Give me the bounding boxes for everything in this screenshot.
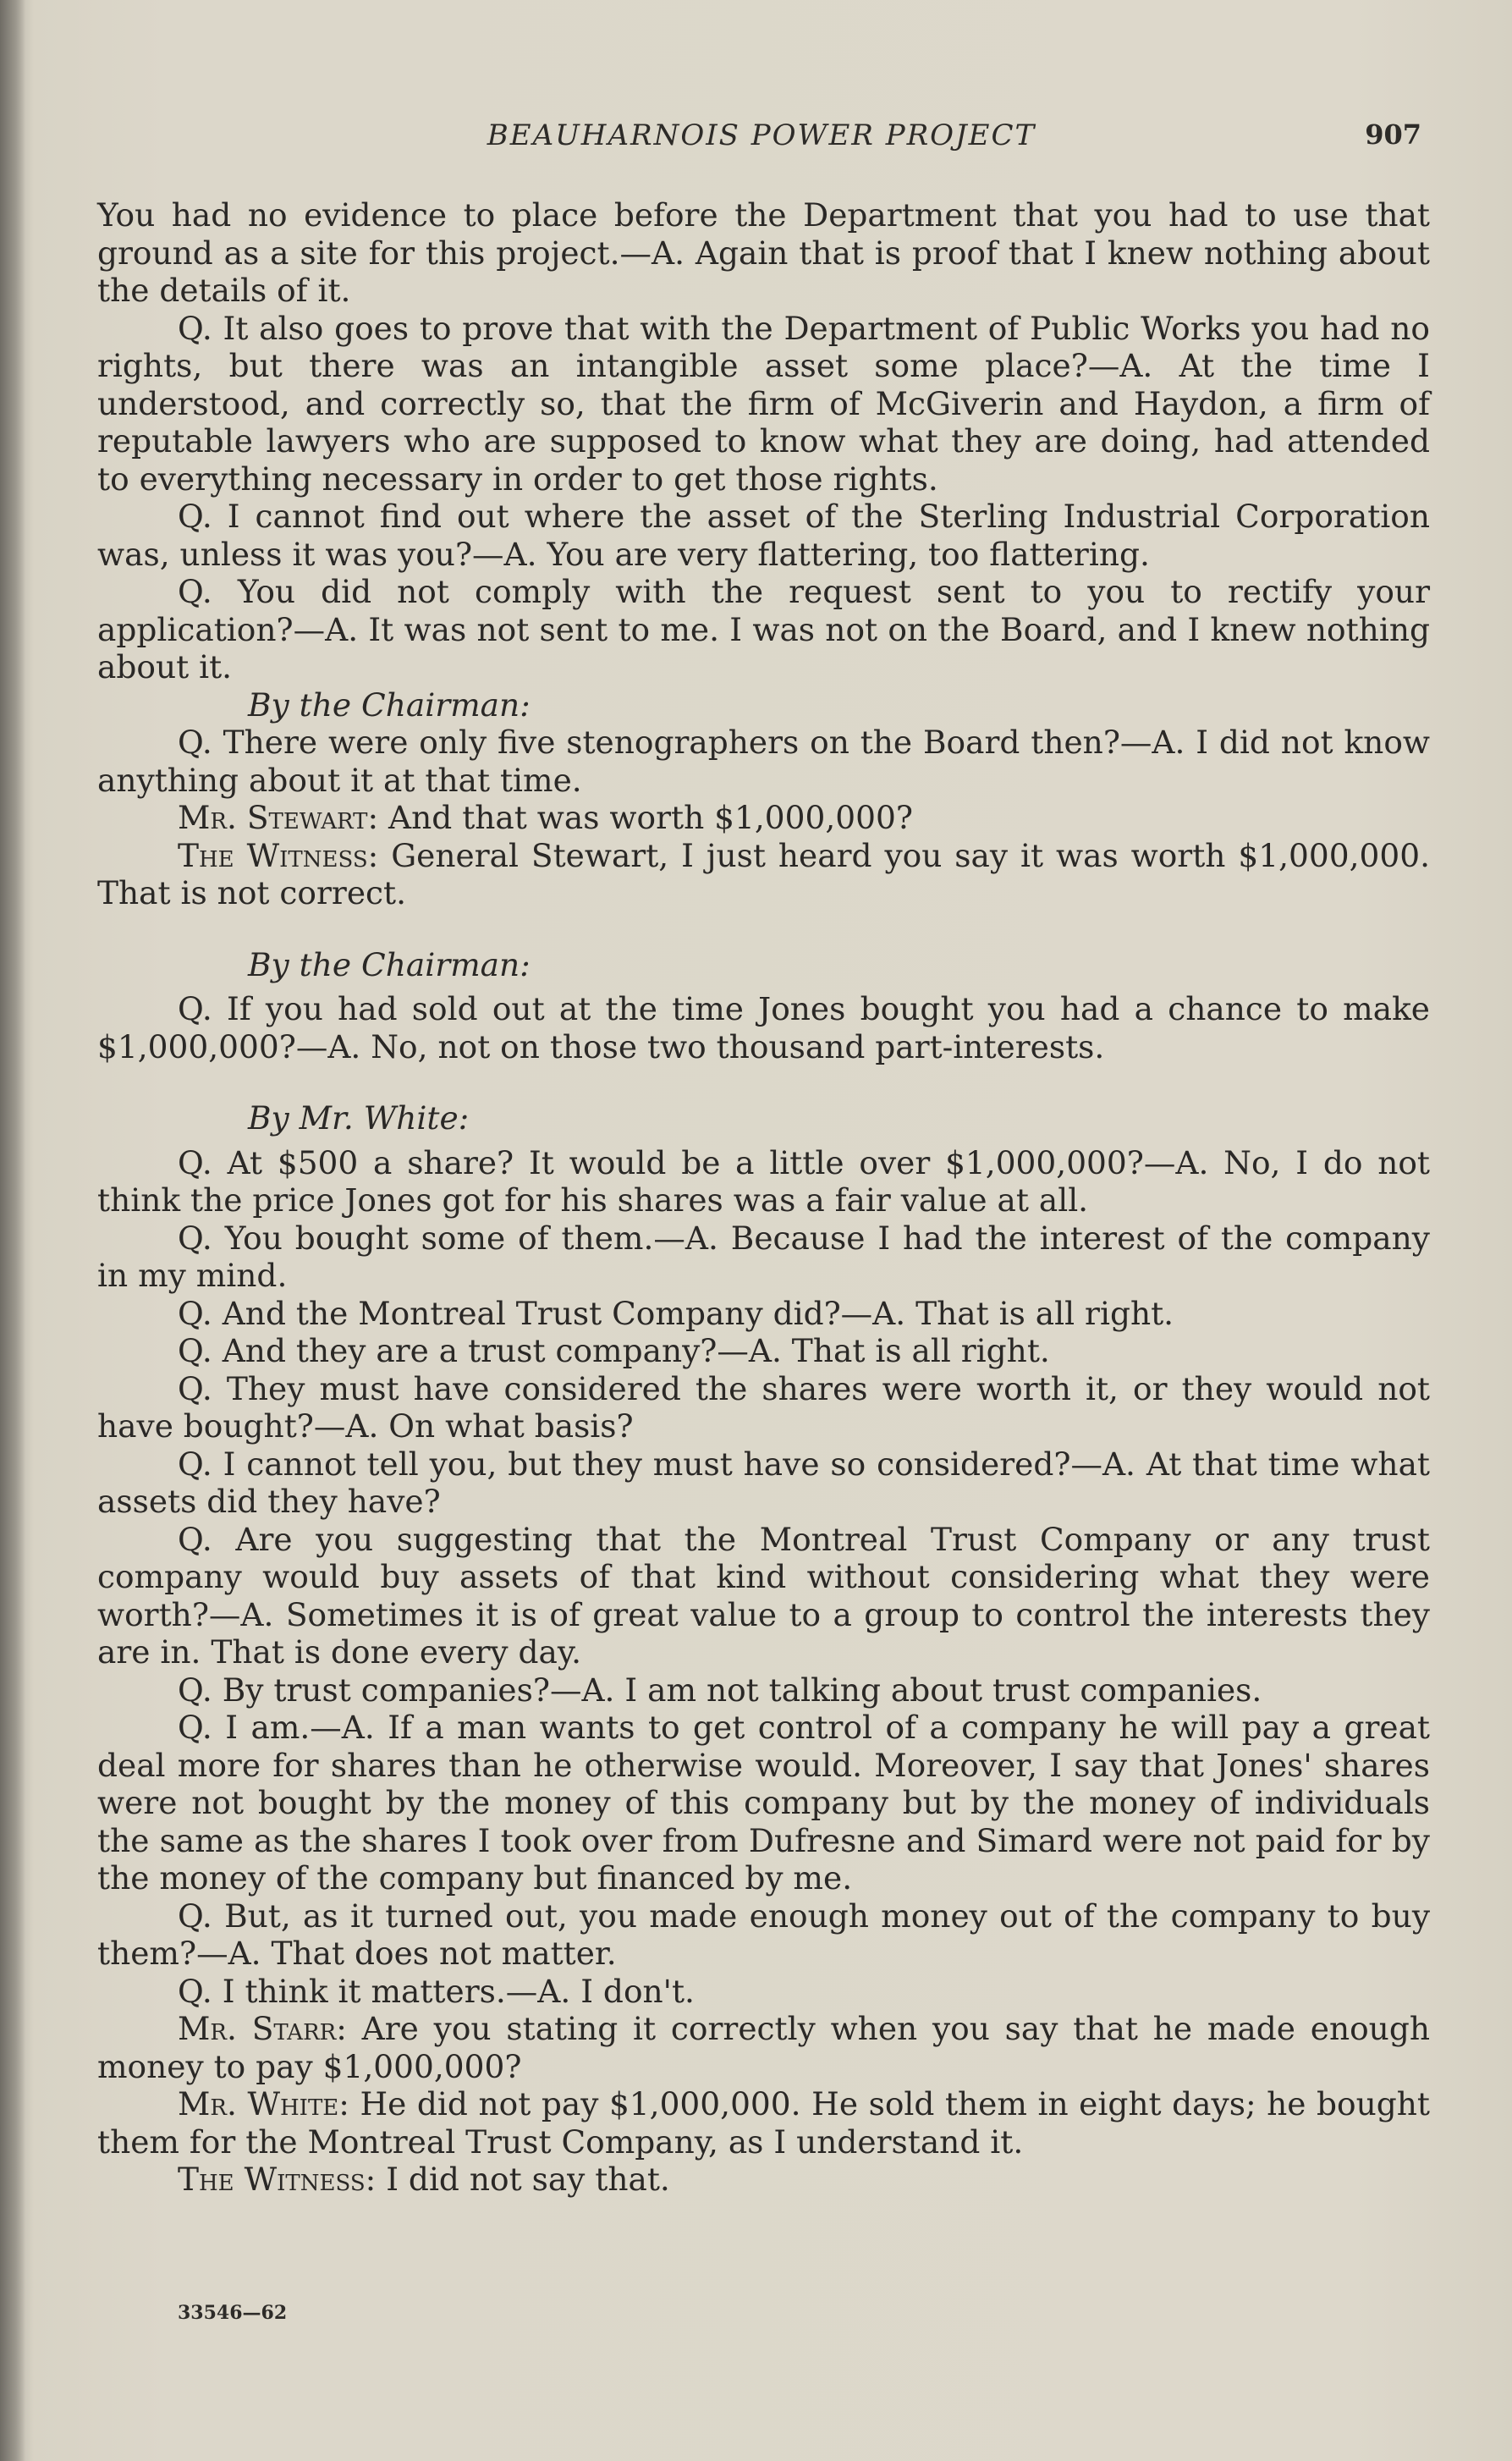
qa-paragraph: Q. Are you suggesting that the Montreal Trust Company or any trust company would buy assets of that kind without considering what they were worth?—A. Sometimes it is of great value to a group to control the interests they are in. That is done every day. [97, 1520, 1430, 1671]
examiner-heading: By the Chairman: [248, 945, 531, 983]
qa-paragraph: Q. At $500 a share? It would be a little over $1,000,000?—A. No, I do not think the price Jones got for his shares was a fair value at all. [97, 1143, 1430, 1219]
qa-paragraph: Q. I am.—A. If a man wants to get control of a company he will pay a great deal more for shares than he otherwise would. Moreover, I say that Jones' shares were not bought by the money of this company but by the money of individuals the same as the shares I took over from Dufresne and Simard were not paid for by the money of the company but financed by me. [97, 1709, 1430, 1897]
speaker-name: The Witness: [178, 836, 379, 874]
page-header [102, 118, 1421, 169]
qa-paragraph: Q. And the Montreal Trust Company did?—A. That is all right. [178, 1294, 1174, 1332]
speaker-name: Mr. White: [178, 2085, 349, 2122]
qa-paragraph: Q. And they are a trust company?—A. That is all right. [178, 1332, 1050, 1369]
qa-paragraph: Q. They must have considered the shares were worth it, or they would not have bought?—A. On what basis? [97, 1369, 1430, 1445]
speaker-paragraph [97, 837, 1430, 912]
speaker-text: General Stewart, I just heard you say it was worth $1,000,000. That is not correct. [97, 836, 1430, 911]
page-number: 907 [1365, 118, 1421, 151]
speaker-paragraph [97, 799, 1430, 837]
transcript-body [97, 196, 1430, 2199]
running-title: BEAUHARNOIS POWER PROJECT [487, 118, 1036, 152]
page-spine-shadow [0, 0, 25, 2461]
speaker-name: Mr. Stewart: [178, 799, 379, 836]
qa-paragraph: Q. I cannot find out where the asset of the Sterling Industrial Corporation was, unless it was you?—A. You are very flattering, too flattering. [97, 498, 1430, 573]
qa-paragraph: Q. I think it matters.—A. I don't. [178, 1972, 695, 2010]
printer-code: 33546—62 [178, 2302, 288, 2324]
speaker-text: And that was worth $1,000,000? [378, 799, 913, 836]
examiner-heading: By the Chairman: [248, 685, 531, 724]
qa-paragraph: Q. I cannot tell you, but they must have so considered?—A. At that time what assets did they have? [97, 1445, 1430, 1520]
speaker-name: The Witness: [178, 2161, 377, 2198]
speaker-text: He did not pay $1,000,000. He sold them in eight days; he bought them for the Montreal Trust Company, as I understand it. [97, 2085, 1431, 2161]
qa-paragraph: Q. But, as it turned out, you made enough money out of the company to buy them?—A. That does not matter. [97, 1897, 1430, 1972]
speaker-paragraph [97, 2085, 1430, 2161]
speaker-text: Are you stating it correctly when you say that he made enough money to pay $1,000,000? [97, 2010, 1430, 2085]
qa-paragraph: Q. You did not comply with the request sent to you to rectify your application?—A. It was not sent to me. I was not on the Board, and I knew nothing about it. [97, 573, 1430, 685]
continued-paragraph: You had no evidence to place before the Department that you had to use that ground as a site for this project.—A. Again that is proof that I knew nothing about the details of it. [97, 196, 1430, 309]
qa-paragraph: Q. You bought some of them.—A. Because I had the interest of the company in my mind. [97, 1219, 1430, 1294]
speaker-text: I did not say that. [376, 2161, 670, 2198]
qa-paragraph: Q. It also goes to prove that with the Department of Public Works you had no rights, but there was an intangible asset some place?—A. At the time I understood, and correctly so, that the firm of McGiverin and Haydon, a firm of reputable lawyers who are supposed to know what they are doing, had attended to everything necessary in order to get those rights. [97, 309, 1430, 498]
speaker-paragraph [97, 2010, 1430, 2085]
speaker-paragraph [97, 2161, 1430, 2199]
qa-paragraph: Q. By trust companies?—A. I am not talking about trust companies. [178, 1671, 1262, 1709]
examiner-heading: By Mr. White: [248, 1099, 470, 1137]
qa-paragraph: Q. If you had sold out at the time Jones bought you had a chance to make $1,000,000?—A. No, not on those two thousand part-interests. [97, 990, 1430, 1065]
qa-paragraph: Q. There were only five stenographers on the Board then?—A. I did not know anything about it at that time. [97, 724, 1430, 799]
speaker-name: Mr. Starr: [178, 2010, 347, 2047]
